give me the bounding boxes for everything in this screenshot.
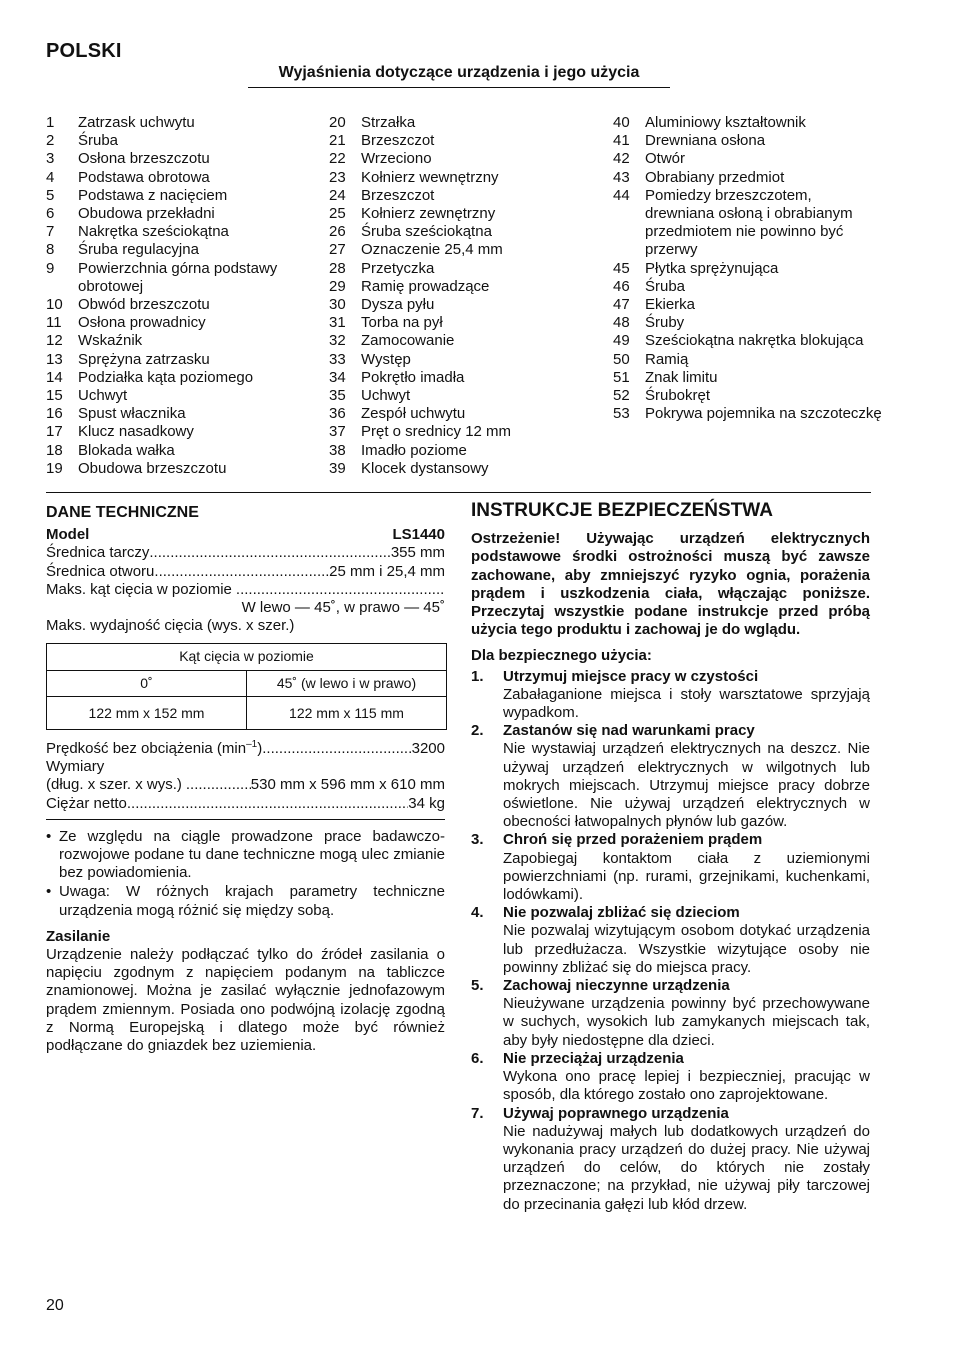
item-text: Brzeszczot [361, 132, 435, 150]
power-heading: Zasilanie [46, 927, 111, 945]
item-text: Podstawa obrotowa [78, 168, 210, 186]
leader-dots [154, 563, 329, 581]
item-text: Śruba regulacyjna [78, 241, 199, 259]
specs-section [46, 502, 445, 1055]
list-item [46, 332, 316, 350]
leader-dots [262, 740, 411, 758]
item-number: 3 [46, 150, 55, 168]
list-item [46, 405, 316, 423]
safety-section [471, 502, 870, 1214]
item-text: Śrubokręt [645, 387, 711, 405]
item-number: 8 [46, 241, 55, 259]
table-cell: 0˚ [47, 670, 247, 696]
list-item [46, 223, 316, 241]
spec-dims-label: Wymiary [46, 758, 105, 776]
safety-item [471, 904, 870, 977]
list-item [329, 351, 599, 369]
item-text: Kołnierz zewnętrzny [361, 205, 496, 223]
parts-list-column-3 [613, 114, 883, 423]
safety-item-text: Nie pozwalaj wizytującym osobom dotykać urządzenia lub przedłużacza. Wszystkie wizytujące osoby nie powinny zbliżać się do miejsca pracy. [503, 922, 870, 976]
item-number: 1 [46, 114, 55, 131]
section-subtitle: Wyjaśnienia dotyczące urządzenia i jego użycia [248, 64, 670, 88]
item-number: 23 [329, 168, 346, 186]
item-text: Imadło poziome [361, 441, 467, 459]
safety-item-title: Utrzymuj miejsce pracy w czystości [503, 667, 759, 685]
list-item [613, 169, 883, 187]
item-text: Torba na pył [361, 314, 443, 332]
table-cell: 122 mm x 152 mm [47, 696, 247, 729]
list-item [46, 187, 316, 205]
list-item [329, 205, 599, 223]
item-text: Pokrętło imadła [361, 368, 465, 386]
list-item [46, 150, 316, 168]
item-number: 4 [46, 168, 55, 186]
item-number: 42 [613, 150, 630, 168]
list-item [329, 423, 599, 441]
item-number: 40 [613, 114, 630, 131]
spec-max-angle [46, 581, 445, 599]
item-number: 37 [329, 423, 346, 441]
item-number: 4. [471, 904, 484, 922]
spec-speed [46, 740, 445, 758]
spec-note: • Uwaga: W różnych krajach parametry techniczne urządzenia mogą różnić się między sobą. [46, 883, 445, 919]
list-item [613, 278, 883, 296]
table-cell: 45˚ (w lewo i w prawo) [247, 670, 447, 696]
item-text: Pomiedzy brzeszczotem, drewniana osłoną i obrabianym przedmiotem nie powinno być przerwy [645, 186, 853, 259]
list-item [329, 150, 599, 168]
item-text: Drewniana osłona [645, 132, 766, 150]
spec-label: Prędkość bez obciążenia $(\min^{-1})$ [46, 739, 263, 758]
spec-hole-diameter [46, 563, 445, 581]
list-item [329, 296, 599, 314]
item-number: 41 [613, 132, 630, 150]
list-item [46, 205, 316, 223]
item-text: Obudowa brzeszczotu [78, 459, 227, 477]
list-item [613, 405, 883, 423]
item-number: 14 [46, 368, 63, 386]
item-text: Kołnierz wewnętrzny [361, 168, 499, 186]
list-item [613, 351, 883, 369]
list-item [329, 442, 599, 460]
safety-item-text: Nie nadużywaj małych lub dodatkowych urządzeń do wykonania pracy urządzeń do dużej pracy. Nie używaj urządzeń do celów, do których nie zostały przeznaczone; na przykład, nie używaj piły tarczowej do przecinania gałęzi lub kłód drzew. [503, 1122, 870, 1213]
item-number: 6 [46, 205, 55, 223]
item-text: Sześciokątna nakrętka blokująca [645, 332, 864, 350]
item-number: 21 [329, 132, 346, 150]
item-text: Aluminiowy kształtownik [645, 114, 806, 131]
item-number: 18 [46, 441, 63, 459]
item-text: Śruby [645, 314, 685, 332]
list-item [46, 314, 316, 332]
safety-item-title: Nie pozwalaj zbliżać się dzieciom [503, 904, 740, 922]
item-number: 1. [471, 667, 484, 685]
item-text: Uchwyt [78, 387, 128, 405]
spec-label: Średnica otworu [46, 562, 155, 580]
spec-label: Maks. kąt cięcia w poziomie [46, 580, 232, 598]
list-item [329, 187, 599, 205]
safety-item [471, 722, 870, 831]
spec-value: 3200 [411, 740, 445, 758]
item-number: 6. [471, 1049, 484, 1067]
list-item [329, 405, 599, 423]
item-number: 53 [613, 405, 630, 423]
spec-label: (dług. x szer. x wys.) [46, 776, 182, 794]
safety-item-title: Zachowaj nieczynne urządzenia [503, 977, 730, 995]
item-text: Śruba sześciokątna [361, 223, 492, 241]
item-text: Podziałka kąta poziomego [78, 368, 254, 386]
table-cell: 122 mm x 115 mm [247, 696, 447, 729]
language-heading: POLSKI [46, 40, 122, 62]
item-text: Obwód brzeszczotu [78, 296, 210, 314]
item-text: Zespół uchwytu [361, 405, 466, 423]
spec-label: Model [46, 526, 90, 544]
spec-value: 530 mm x 596 mm x 610 mm [250, 776, 445, 794]
spec-blade-diameter [46, 544, 445, 562]
item-number: 29 [329, 277, 346, 295]
list-item [329, 169, 599, 187]
spec-value: 34 kg [408, 794, 445, 812]
list-item [613, 260, 883, 278]
item-text: Przetyczka [361, 259, 435, 277]
item-text: Znak limitu [645, 368, 718, 386]
item-text: Klocek dystansowy [361, 459, 489, 477]
item-number: 49 [613, 332, 630, 350]
item-number: 35 [329, 387, 346, 405]
leader-dots [149, 544, 390, 562]
item-text: Brzeszczot [361, 186, 435, 204]
item-text: Zamocowanie [361, 332, 455, 350]
spec-max-capacity-label: Maks. wydajność cięcia (wys. x szer.) [46, 617, 295, 635]
item-number: 36 [329, 405, 346, 423]
parts-list-column-1 [46, 114, 316, 478]
item-number: 27 [329, 241, 346, 259]
spec-weight [46, 795, 445, 813]
list-item [613, 187, 883, 260]
spec-label: Średnica tarczy [46, 544, 150, 562]
item-number: 13 [46, 350, 63, 368]
item-text: Sprężyna zatrzasku [78, 350, 210, 368]
list-item [329, 278, 599, 296]
list-item [613, 387, 883, 405]
list-item [329, 260, 599, 278]
item-number: 30 [329, 296, 346, 314]
item-text: Ramię prowadzące [361, 277, 490, 295]
item-text: Obrabiany przedmiot [645, 168, 785, 186]
item-number: 38 [329, 441, 346, 459]
list-item [329, 332, 599, 350]
spec-value: LS1440 [392, 526, 445, 544]
list-item [613, 132, 883, 150]
safety-item-title: Nie przeciążaj urządzenia [503, 1049, 684, 1067]
item-number: 24 [329, 186, 346, 204]
item-number: 2. [471, 722, 484, 740]
list-item [46, 260, 316, 296]
list-item [613, 150, 883, 168]
item-number: 22 [329, 150, 346, 168]
item-number: 15 [46, 387, 63, 405]
list-item [46, 241, 316, 259]
item-number: 7 [46, 223, 55, 241]
spec-value: 25 mm i 25,4 mm [329, 562, 445, 580]
list-item [46, 369, 316, 387]
item-number: 50 [613, 350, 630, 368]
list-item [46, 442, 316, 460]
list-item [46, 296, 316, 314]
item-number: 26 [329, 223, 346, 241]
spec-model [46, 526, 445, 544]
item-text: Uchwyt [361, 387, 411, 405]
safety-item [471, 1050, 870, 1105]
item-text: Ramią [645, 350, 689, 368]
safety-item-text: Wykona ono pracę lepiej i bezpieczniej, pracując w sposób, dla którego zostało ono zaprojektowane. [503, 1068, 870, 1104]
item-number: 28 [329, 259, 346, 277]
spec-value: 355 mm [390, 544, 445, 562]
list-item [613, 369, 883, 387]
list-item [329, 132, 599, 150]
item-text: Strzałka [361, 114, 416, 131]
list-item [329, 387, 599, 405]
item-text: Wskaźnik [78, 332, 143, 350]
item-number: 33 [329, 350, 346, 368]
item-number: 9 [46, 259, 55, 277]
item-text: Osłona brzeszczotu [78, 150, 210, 168]
list-item [46, 387, 316, 405]
safety-item [471, 831, 870, 904]
safety-intro: Dla bezpiecznego użycia: [471, 647, 652, 665]
safety-item-text: Zapobiegaj kontaktom ciała z uziemionymi powierzchniami (np. rurami, grzejnikami, kuchenkami, lodówkami). [503, 849, 870, 904]
list-item [329, 223, 599, 241]
item-text: Klucz nasadkowy [78, 423, 194, 441]
list-item [46, 351, 316, 369]
item-text: Zatrzask uchwytu [78, 114, 195, 131]
list-item [613, 314, 883, 332]
safety-item-title: Zastanów się nad warunkami pracy [503, 722, 755, 740]
leader-dots [236, 581, 445, 599]
item-text: Wrzeciono [361, 150, 432, 168]
item-text: Ekierka [645, 296, 696, 314]
item-number: 16 [46, 405, 63, 423]
item-text: Obudowa przekładni [78, 205, 215, 223]
safety-item [471, 1105, 870, 1214]
leader-dots [186, 776, 251, 794]
item-number: 32 [329, 332, 346, 350]
list-item [613, 332, 883, 350]
item-text: Spust włacznika [78, 405, 186, 423]
item-number: 17 [46, 423, 63, 441]
list-item [329, 241, 599, 259]
item-text: Śruba [78, 132, 119, 150]
item-text: Pokrywa pojemnika na szczoteczkę [645, 405, 882, 423]
item-text: Nakrętka sześciokątna [78, 223, 229, 241]
item-text: Oznaczenie 25,4 mm [361, 241, 503, 259]
item-number: 34 [329, 368, 346, 386]
spec-dims [46, 776, 445, 794]
item-number: 52 [613, 387, 630, 405]
item-number: 48 [613, 314, 630, 332]
item-number: 45 [613, 259, 630, 277]
item-number: 7. [471, 1104, 484, 1122]
table-header: Kąt cięcia w poziomie [47, 644, 447, 670]
item-number: 12 [46, 332, 63, 350]
safety-item-text: Nieużywane urządzenia powinny być przechowywane w suchych, wysokich lub zamykanych miejscach tak, aby były niedostępne dla dzieci. [503, 995, 870, 1049]
list-item [46, 169, 316, 187]
list-item [329, 369, 599, 387]
item-number: 47 [613, 296, 630, 314]
list-item [329, 460, 599, 478]
item-number: 20 [329, 114, 346, 131]
safety-item-title: Używaj poprawnego urządzenia [503, 1104, 729, 1122]
divider [46, 819, 445, 820]
safety-items-list [471, 668, 870, 1214]
item-number: 19 [46, 459, 63, 477]
list-item [329, 314, 599, 332]
safety-item-text: Nie wystawiaj urządzeń elektrycznych na deszcz. Nie używaj urządzeń elektrycznych w wilgotnych lub mokrych miejscach. Utrzymuj miejsce pracy dobrze oświetlone. Nie używaj urządzeń elektrycznych w obecności łatwopalnych płynów lub gazów. [503, 740, 870, 831]
list-item [613, 114, 883, 132]
item-text: Otwór [645, 150, 686, 168]
item-number: 44 [613, 186, 630, 204]
item-number: 43 [613, 168, 630, 186]
item-text: Powierzchnia górna podstawy obrotowej [78, 259, 278, 295]
list-item [329, 114, 599, 132]
safety-item [471, 668, 870, 723]
item-text: Podstawa z nacięciem [78, 186, 228, 204]
cut-capacity-table [46, 643, 447, 730]
safety-item [471, 977, 870, 1050]
item-number: 10 [46, 296, 63, 314]
item-text: Pręt o srednicy 12 mm [361, 423, 512, 441]
item-text: Osłona prowadnicy [78, 314, 206, 332]
list-item [46, 460, 316, 478]
item-number: 5 [46, 186, 55, 204]
item-number: 46 [613, 277, 630, 295]
safety-heading: INSTRUKCJE BEZPIECZEŃSTWA [471, 500, 773, 521]
safety-warning: Ostrzeżenie! Używając urządzeń elektrycznych podstawowe środki ostrożności muszą być zawsze zachowane, aby zmniejszyć ryzyko ognia, porażenia prądem i uszkodzenia ciała, włączając poniższe. Przeczytaj wszystkie podane instrukcje przed próbą użycia tego produktu i zachowaj je do wglądu. [471, 530, 870, 639]
list-item [46, 132, 316, 150]
item-number: 3. [471, 831, 484, 849]
list-item [46, 114, 316, 132]
list-item [613, 296, 883, 314]
page-number: 20 [46, 1297, 64, 1314]
specs-heading: DANE TECHNICZNE [46, 504, 199, 521]
divider [46, 492, 871, 493]
spec-note: • Ze względu na ciągle prowadzone prace badawczo-rozwojowe podane tu dane techniczne mogą ulec zmianie bez powiadomienia. [46, 827, 445, 882]
item-text: Płytka sprężynująca [645, 259, 779, 277]
item-number: 5. [471, 977, 484, 995]
item-number: 25 [329, 205, 346, 223]
spec-max-angle-value: W lewo — 45˚, w prawo — 45˚ [241, 599, 445, 617]
spec-label: Ciężar netto [46, 794, 127, 812]
list-item [46, 423, 316, 441]
item-number: 2 [46, 132, 55, 150]
safety-item-text: Zabałaganione miejsca i stoły warsztatowe sprzyjają wypadkom. [503, 685, 870, 722]
leader-dots [127, 795, 408, 813]
item-number: 51 [613, 368, 630, 386]
item-text: Występ [361, 350, 411, 368]
power-text: Urządzenie należy podłączać tylko do źródeł zasilania o napięciu zgodnym z napięciem podanym na tabliczce znamionowej. Można je zasilać wyłącznie jednofazowym prądem zmiennym. Posiada ono podwójną izolację zgodną z Normą Europejską i dlatego może być również podłączane do gniazdek bez uziemienia. [46, 946, 445, 1055]
item-text: Blokada wałka [78, 441, 175, 459]
parts-list-column-2 [329, 114, 599, 478]
item-number: 39 [329, 459, 346, 477]
item-number: 31 [329, 314, 346, 332]
item-text: Śruba [645, 277, 686, 295]
safety-item-title: Chroń się przed porażeniem prądem [503, 831, 763, 849]
item-number: 11 [46, 314, 62, 332]
item-text: Dysza pyłu [361, 296, 435, 314]
